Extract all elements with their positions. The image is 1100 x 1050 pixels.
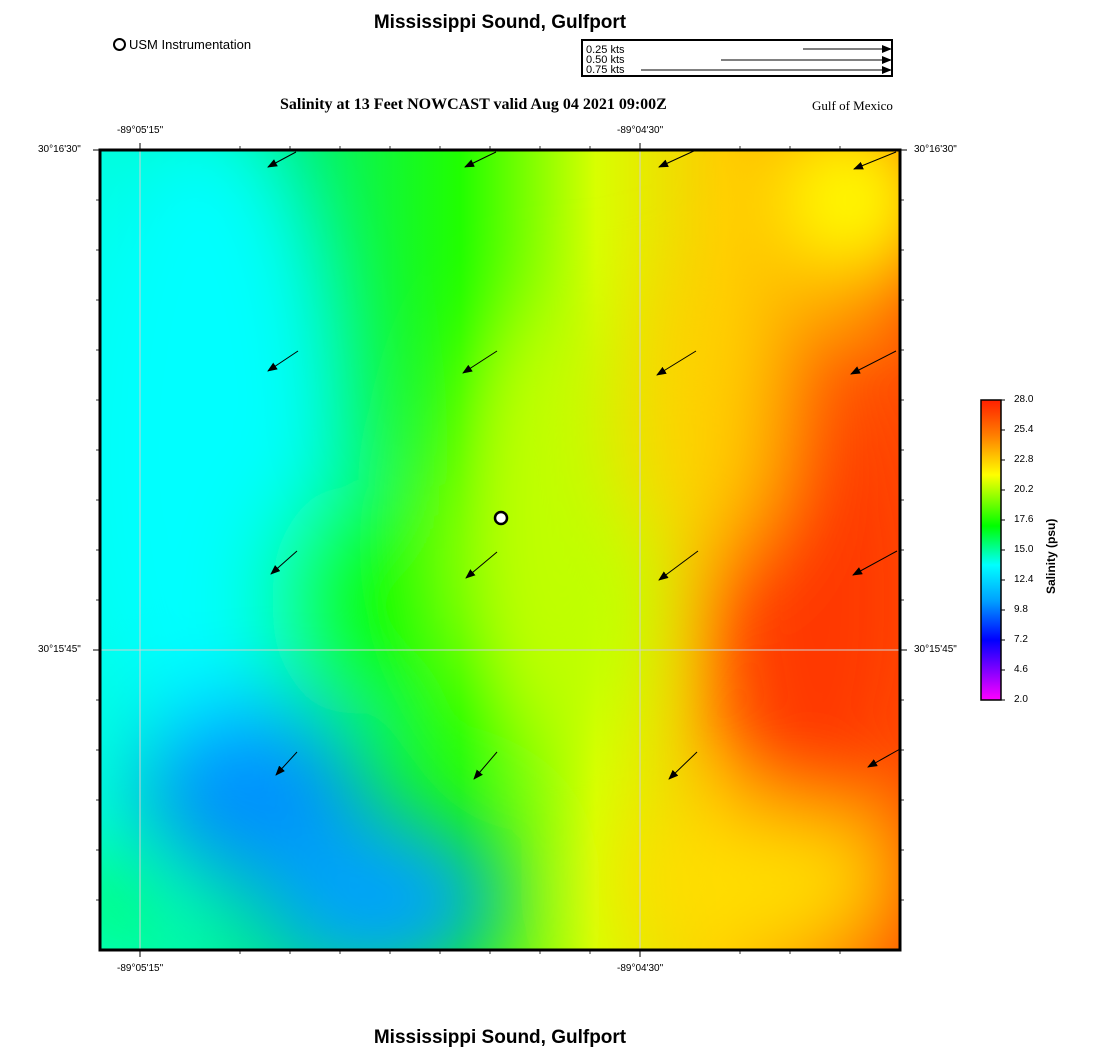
lon-tick-label: -89°05'15" [117,963,164,974]
colorbar-tick-label: 28.0 [1014,394,1034,405]
colorbar-tick-label: 9.8 [1014,604,1028,615]
colorbar-tick-label: 12.4 [1014,574,1034,585]
colorbar-tick-label: 15.0 [1014,544,1034,555]
vector-scale-label: 0.25 kts [586,44,625,56]
colorbar-tick-label: 20.2 [1014,484,1034,495]
station-marker [495,512,507,524]
lon-tick-label: -89°04'30" [617,125,664,136]
colorbar-title: Salinity (psu) [1044,518,1058,594]
colorbar-tick-label: 7.2 [1014,634,1028,645]
footer-title: Mississippi Sound, Gulfport [373,1027,627,1048]
map-subtitle: Salinity at 13 Feet NOWCAST valid Aug 04 2021 09:00Z [280,96,667,113]
lat-tick-label: 30°15'45" [38,644,81,655]
lat-tick-label: 30°16'30" [914,144,957,155]
region-label: Gulf of Mexico [812,98,893,113]
lon-tick-label: -89°05'15" [117,125,164,136]
colorbar-tick-label: 25.4 [1014,424,1034,435]
vector-scale-label: 0.50 kts [586,54,625,66]
colorbar-tick-label: 17.6 [1014,514,1034,525]
lon-tick-label: -89°04'30" [617,963,664,974]
lat-tick-label: 30°15'45" [914,644,957,655]
colorbar-tick-label: 2.0 [1014,694,1028,705]
vector-scale-label: 0.75 kts [586,64,625,76]
salinity-field [60,110,940,980]
colorbar-tick-label: 22.8 [1014,454,1034,465]
marker-legend-label: USM Instrumentation [129,37,252,52]
lat-tick-label: 30°16'30" [38,144,81,155]
map-title: Mississippi Sound, Gulfport [373,12,627,33]
colorbar-tick-label: 4.6 [1014,664,1028,675]
colorbar [981,400,1001,700]
